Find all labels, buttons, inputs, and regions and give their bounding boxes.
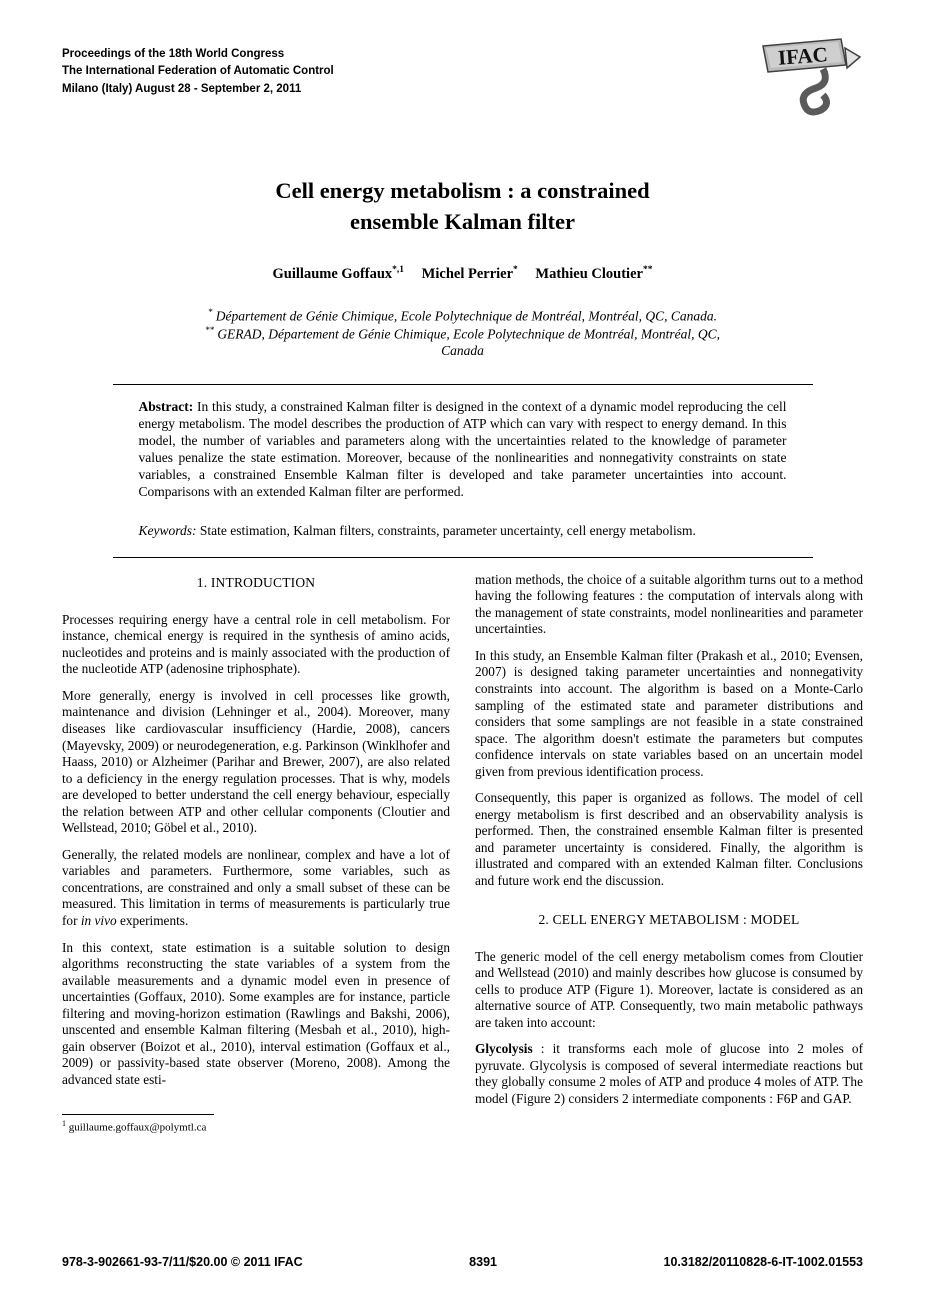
ifac-logo xyxy=(753,36,863,123)
paragraph-model-2-lead: Glycolysis xyxy=(475,1041,533,1057)
keywords-text: State estimation, Kalman filters, constraints, parameter uncertainty, cell energy metabolism. xyxy=(196,522,696,538)
affiliation-2-mark: ** xyxy=(204,324,214,335)
paper-title xyxy=(62,175,863,237)
paragraph-intro-3-post: experiments. xyxy=(116,913,189,928)
paragraph-intro-3-italic: in vivo xyxy=(80,913,117,928)
authors-line xyxy=(62,265,863,283)
author-3-mark: ** xyxy=(642,265,653,276)
keywords-paragraph xyxy=(139,522,787,539)
page-header xyxy=(62,36,863,123)
paragraph-model-1: The generic model of the cell energy metabolism comes from Cloutier and Wellstead (2010) and mainly describes how glucose is consumed by cells to produce ATP (Figure 1). Moreover, lactate is considered as an alternative source of ATP. Consequently, two main metabolic pathways are taken into account: xyxy=(475,948,863,1030)
body-columns xyxy=(62,572,863,1134)
paragraph-intro-2: More generally, energy is involved in cell processes like growth, maintenance and division (Lehninger et al., 2004). Moreover, many diseases like cardiovascular insufficiency (Hardie, 2008), cancers (Mayevsky, 2009) or neurodegeneration, e.g. Parkinson (Winklhofer and Haass, 2010) or Alzheimer (Parihar and Brewer, 2007), are also related to a deficiency in the energy regulation processes. That is why, models are developed to better understand the cell energy behaviour, especially the relation between ATP and other cellular components (Cloutier and Wellstead, 2010; Göbel et al., 2010). xyxy=(62,687,450,836)
page-number: 8391 xyxy=(469,1255,497,1269)
author-1 xyxy=(273,266,405,282)
paragraph-intro-3 xyxy=(62,847,450,930)
author-3 xyxy=(535,266,652,282)
affiliation-1-mark: * xyxy=(207,306,213,317)
abstract-label: Abstract: xyxy=(138,398,194,414)
isbn-copyright: 978-3-902661-93-7/11/$20.00 © 2011 IFAC xyxy=(62,1255,303,1269)
paragraph-model-2-text: : it transforms each mole of glucose into 2 moles of pyruvate. Glycolysis is composed of several intermediate reactions but they globally consume 2 moles of ATP and produce 4 moles of ATP. The model (Figure 2) considers 2 intermediate components : F6P and GAP. xyxy=(475,1041,863,1106)
ifac-logo-icon xyxy=(753,36,863,118)
section-2-heading: 2. CELL ENERGY METABOLISM : MODEL xyxy=(538,911,800,927)
abstract-text: In this study, a constrained Kalman filter is designed in the context of a dynamic model reproducing the cell energy metabolism. The model describes the production of ATP which can vary with respect to energy demand. In this model, the number of variables and parameters along with the uncertainties related to the knowledge of parameter values penalize the state estimation. Moreover, because of the nonlinearities and nonnegativity constraints on state variables, a constrained Ensemble Kalman filter is developed and take parameter uncertainties into account. Comparisons with an extended Kalman filter are performed. xyxy=(138,398,787,500)
paragraph-intro-5: mation methods, the choice of a suitable algorithm turns out to a method having the following features : the computation of intervals along with the management of state constraints, model nonlinearities and parameter uncertainties. xyxy=(475,571,863,637)
paragraph-intro-1: Processes requiring energy have a central role in cell metabolism. For instance, chemical energy is required in the synthesis of amino acids, nucleotides and proteins and is mainly associated with the production of the nucleotide ATP (adenosine triphosphate). xyxy=(62,611,450,677)
keywords-label: Keywords: xyxy=(138,522,197,538)
author-3-name: Mathieu Cloutier xyxy=(535,265,643,282)
paragraph-intro-3-pre: Generally, the related models are nonlinear, complex and have a lot of variables and parameters. Furthermore, some variables, such as concentrations, are constrained and only a small subset of these can be measured. This limitation in terms of measurements is particularly true for xyxy=(62,846,450,928)
right-column xyxy=(475,572,863,1134)
abstract-block xyxy=(113,384,813,558)
paragraph-intro-4: In this context, state estimation is a suitable solution to design algorithms reconstructing the state variables of a system from the available measurements and a dynamic model even in presence of uncertainties (Goffaux, 2010). Some examples are for instance, particle filtering and moving-horizon estimation (Rawlings and Bakshi, 2006), unscented and ensemble Kalman filtering (Mesbah et al., 2010), high-gain observer (Boizot et al., 2010), interval estimation (Goffaux et al., 2009) or passivity-based state observer (Moreno, 2008). Among the advanced state esti- xyxy=(62,939,450,1087)
footnote-mark: 1 xyxy=(62,1119,66,1129)
affiliations xyxy=(62,307,863,360)
paper-title-line1: Cell energy metabolism : a constrained xyxy=(275,178,650,203)
section-1-heading: 1. INTRODUCTION xyxy=(196,574,316,590)
paragraph-intro-6: In this study, an Ensemble Kalman filter (Prakash et al., 2010; Evensen, 2007) is designed taking parameter uncertainties and nonnegativity constraints into account. The algorithm is based on a Monte-Carlo sampling of the estimated state and parameter distributions and considers that some samplings are not feasible in a state constrained space. The algorithm doesn't estimate the parameters but computes confidence intervals on state variables based on an uncertain model given from previous identification process. xyxy=(475,647,863,779)
affiliation-1 xyxy=(200,307,725,325)
footnote xyxy=(62,1114,450,1134)
footnote-email: guillaume.goffaux@polymtl.ca xyxy=(66,1122,207,1135)
proceedings-info xyxy=(62,36,334,98)
author-2 xyxy=(422,266,518,282)
left-column xyxy=(62,572,450,1134)
affiliation-1-text: Département de Génie Chimique, Ecole Polytechnique de Montréal, Montréal, QC, Canada. xyxy=(212,308,718,324)
author-1-name: Guillaume Goffaux xyxy=(272,265,393,282)
paper-title-line2: ensemble Kalman filter xyxy=(350,209,575,235)
abstract-paragraph xyxy=(139,398,787,501)
proceedings-line2: The International Federation of Automatic Control xyxy=(62,65,334,78)
author-1-mark: *,1 xyxy=(392,265,405,276)
doi: 10.3182/20110828-6-IT-1002.01553 xyxy=(663,1255,863,1269)
author-2-name: Michel Perrier xyxy=(421,265,514,282)
affiliation-2 xyxy=(200,325,725,360)
paragraph-intro-7: Consequently, this paper is organized as follows. The model of cell energy metabolism is first described and an observability analysis is performed. Then, the constrained ensemble Kalman filter is presented and parameter uncertainty is considered. Finally, the algorithm is illustrated and compared with an extended Kalman filter. Conclusions and future work end the discussion. xyxy=(475,790,863,888)
proceedings-line1: Proceedings of the 18th World Congress xyxy=(62,48,285,60)
proceedings-line3: Milano (Italy) August 28 - September 2, 2011 xyxy=(62,82,302,95)
affiliation-2-text: GERAD, Département de Génie Chimique, Ecole Polytechnique de Montréal, Montréal, QC, Canada xyxy=(213,326,721,359)
author-2-mark: * xyxy=(513,265,518,276)
page-footer xyxy=(62,1255,863,1269)
ifac-logo-text: IFAC xyxy=(777,42,829,70)
paragraph-model-2 xyxy=(475,1041,863,1107)
